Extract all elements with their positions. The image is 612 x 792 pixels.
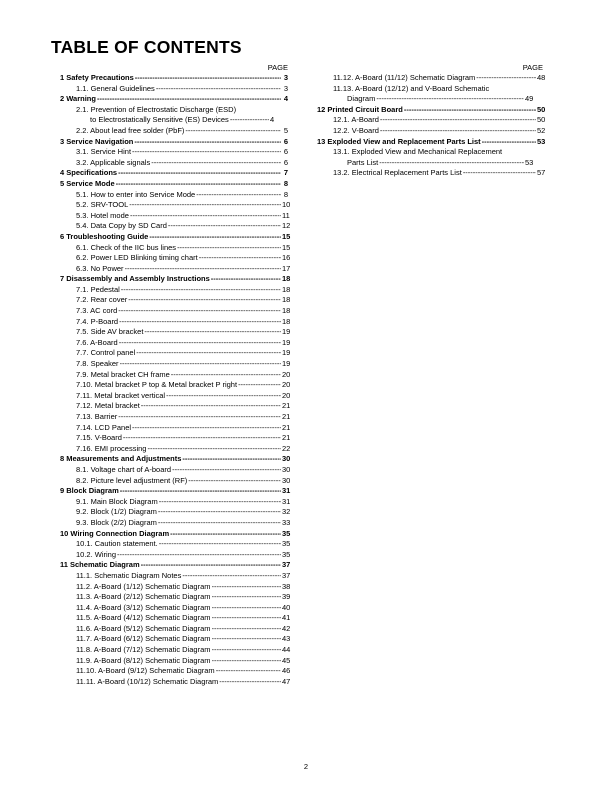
toc-entry-title: 9 Block Diagram <box>60 486 119 496</box>
toc-entry-title: 11.3. A-Board (2/12) Schematic Diagram <box>76 592 211 602</box>
toc-entry-page: 18 <box>282 316 291 326</box>
toc-subsection[interactable] <box>56 84 288 95</box>
toc-entry-title: 11.12. A-Board (11/12) Schematic Diagram <box>333 73 476 82</box>
toc-subsection[interactable] <box>56 190 288 201</box>
dot-leader <box>132 423 281 434</box>
toc-column-left <box>56 62 291 687</box>
toc-entry-title: 7.15. V-Board <box>76 433 122 443</box>
dot-leader <box>463 168 536 179</box>
toc-entry-page: 53 <box>537 136 546 146</box>
toc-subsection[interactable] <box>56 327 291 338</box>
toc-section[interactable] <box>313 136 546 148</box>
toc-entry-title: 7.7. Control panel <box>76 348 136 358</box>
dot-leader <box>120 486 281 497</box>
toc-entry-title: 11.7. A-Board (6/12) Schematic Diagram <box>76 634 211 644</box>
toc-entry-title: 7.12. Metal bracket <box>76 401 140 411</box>
dot-leader <box>166 391 281 402</box>
dot-leader <box>129 200 281 211</box>
dot-leader <box>125 264 281 275</box>
toc-entry-page: 15 <box>282 242 291 252</box>
toc-entry-title-continued: to Electrostatically Sensitive (ES) Devices <box>90 115 229 125</box>
dot-leader <box>144 327 281 338</box>
toc-entry-title: 8.2. Picture level adjustment (RF) <box>76 475 188 485</box>
toc-subsection[interactable] <box>56 200 291 211</box>
toc-section[interactable] <box>56 560 291 571</box>
toc-subsection[interactable] <box>56 401 291 412</box>
toc-entry-page: 47 <box>282 676 291 686</box>
toc-entry-page: 20 <box>282 390 291 400</box>
toc-subsection[interactable] <box>313 73 546 84</box>
toc-entry-title: 6.3. No Power <box>76 263 124 273</box>
toc-entry-title: 11.6. A-Board (5/12) Schematic Diagram <box>76 623 211 633</box>
toc-entry-page: 22 <box>282 443 291 453</box>
dot-leader <box>156 84 281 95</box>
toc-entry-page: 10 <box>282 200 291 210</box>
toc-entry-title: 5 Service Mode <box>60 178 115 188</box>
toc-entry-title: 1 Safety Precautions <box>60 73 134 82</box>
toc-section[interactable] <box>313 104 546 116</box>
toc-entry-title: 4 Specifications <box>60 168 118 178</box>
toc-entry-page: 17 <box>282 263 291 273</box>
dot-leader <box>188 476 281 487</box>
dot-leader <box>119 338 281 349</box>
toc-subsection[interactable] <box>56 570 291 582</box>
toc-subsection[interactable] <box>56 147 288 158</box>
toc-entry-title: 12.2. V-Board <box>333 125 379 135</box>
toc-entry-page: 19 <box>282 327 291 337</box>
toc-entry-page: 30 <box>282 475 291 485</box>
toc-subsection[interactable] <box>56 496 291 508</box>
dot-leader <box>212 645 281 656</box>
document-title: TABLE OF CONTENTS <box>51 37 242 57</box>
toc-subsection[interactable] <box>56 295 291 306</box>
dot-leader <box>230 115 269 126</box>
toc-entry-page: 6 <box>283 157 288 167</box>
toc-entry-title: 7.2. Rear cover <box>76 295 128 305</box>
toc-section[interactable] <box>56 274 291 285</box>
toc-subsection[interactable] <box>56 602 291 614</box>
page-number: 2 <box>303 762 309 771</box>
toc-subsection[interactable] <box>56 676 291 688</box>
toc-subsection[interactable] <box>56 253 291 264</box>
dot-leader <box>476 73 536 84</box>
toc-entry-title: 7.11. Metal bracket vertical <box>76 390 166 400</box>
toc-entry-page: 6 <box>283 136 288 146</box>
toc-entry-page: 57 <box>537 168 546 178</box>
toc-entry-page: 31 <box>282 486 291 496</box>
toc-entry-title: 13 Exploded View and Replacement Parts List <box>317 136 481 146</box>
toc-entry-title: 10 Wiring Connection Diagram <box>60 528 170 538</box>
dot-leader <box>182 571 281 582</box>
dot-leader <box>120 359 281 370</box>
toc-subsection[interactable] <box>56 337 291 349</box>
toc-entry-title: 7.4. P-Board <box>76 316 119 326</box>
toc-subsection[interactable] <box>313 147 543 168</box>
toc-subsection[interactable] <box>56 348 291 359</box>
toc-entry-page: 46 <box>282 666 291 676</box>
dot-leader <box>159 539 281 550</box>
toc-list-right <box>313 73 546 179</box>
dot-leader <box>380 115 536 126</box>
toc-entry-page: 4 <box>283 94 288 104</box>
dot-leader <box>116 179 281 190</box>
toc-section[interactable] <box>56 168 288 179</box>
toc-entry-page: 33 <box>282 517 291 527</box>
dot-leader <box>118 412 281 423</box>
dot-leader <box>158 518 281 529</box>
toc-section[interactable] <box>56 486 291 497</box>
dot-leader <box>171 370 281 381</box>
toc-entry-page: 4 <box>270 115 275 125</box>
dot-leader <box>141 401 281 412</box>
page-column-header: PAGE <box>267 63 288 72</box>
toc-entry-page: 49 <box>525 94 534 104</box>
toc-entry-title: 11.2. A-Board (1/12) Schematic Diagram <box>76 581 211 591</box>
toc-entry-title: 1.1. General Guidelines <box>76 83 155 93</box>
toc-entry-title-continued: Diagram <box>347 94 376 104</box>
dot-leader <box>97 94 281 105</box>
toc-entry-title: 11.13. A-Board (12/12) and V-Board Schematic <box>333 83 490 93</box>
toc-subsection[interactable] <box>56 581 291 593</box>
toc-entry-title: 9.1. Main Block Diagram <box>76 496 158 506</box>
toc-entry-page: 31 <box>282 496 291 506</box>
dot-leader <box>211 274 281 285</box>
dot-leader <box>134 137 281 148</box>
toc-entry-title: 7.9. Metal bracket CH frame <box>76 369 170 379</box>
dot-leader <box>212 592 281 603</box>
dot-leader <box>380 126 536 137</box>
toc-subsection[interactable] <box>56 443 291 455</box>
toc-entry-title: 3 Service Navigation <box>60 136 134 146</box>
toc-subsection[interactable] <box>56 390 291 402</box>
toc-entry-page: 50 <box>537 115 546 125</box>
toc-entry-page: 44 <box>282 645 291 655</box>
dot-leader <box>132 147 281 158</box>
toc-entry-title: 11.5. A-Board (4/12) Schematic Diagram <box>76 613 211 623</box>
toc-subsection[interactable] <box>56 263 291 275</box>
toc-entry-title: 6.2. Power LED Blinking timing chart <box>76 253 198 263</box>
dot-leader <box>158 507 281 518</box>
toc-entry-page: 12 <box>282 221 291 231</box>
toc-entry-title: 5.3. Hotel mode <box>76 210 129 220</box>
toc-subsection[interactable] <box>56 211 288 222</box>
toc-entry-title: 3.2. Applicable signals <box>76 157 151 167</box>
toc-entry-title: 6.1. Check of the IIC bus lines <box>76 242 177 252</box>
toc-entry-page: 18 <box>282 274 291 284</box>
toc-entry-title: 2.1. Prevention of Electrostatic Discharge (ESD) <box>76 104 237 114</box>
dot-leader <box>196 190 281 201</box>
toc-subsection[interactable] <box>56 623 291 635</box>
toc-entry-title: 13.1. Exploded View and Mechanical Replacement <box>333 147 503 157</box>
dot-leader <box>149 232 281 243</box>
toc-entry-page: 6 <box>283 147 288 157</box>
toc-entry-title: 9.3. Block (2/2) Diagram <box>76 517 157 527</box>
toc-entry-page: 21 <box>282 412 291 421</box>
toc-entry-page: 45 <box>282 655 291 665</box>
toc-subsection[interactable] <box>56 507 291 518</box>
toc-section[interactable] <box>56 179 288 190</box>
toc-subsection[interactable] <box>56 655 291 667</box>
toc-entry-page: 8 <box>283 189 288 199</box>
dot-leader <box>182 454 281 465</box>
toc-entry-page: 15 <box>282 231 291 241</box>
toc-entry-title: 11.9. A-Board (8/12) Schematic Diagram <box>76 655 211 665</box>
toc-section[interactable] <box>56 73 288 84</box>
dot-leader <box>141 560 281 571</box>
toc-entry-page: 52 <box>537 125 546 135</box>
toc-entry-page: 53 <box>525 157 534 167</box>
toc-entry-page: 18 <box>282 284 291 294</box>
toc-subsection[interactable] <box>56 242 291 254</box>
toc-entry-title: 10.1. Caution statement. <box>76 539 158 549</box>
toc-entry-title: 7.1. Pedestal <box>76 284 120 294</box>
toc-entry-title: 7.10. Metal bracket P top & Metal bracket P right <box>76 380 238 390</box>
toc-subsection[interactable] <box>313 115 546 126</box>
dot-leader <box>379 158 524 169</box>
toc-subsection[interactable] <box>56 464 291 476</box>
toc-subsection[interactable] <box>56 412 291 423</box>
toc-entry-title: 10.2. Wiring <box>76 549 117 559</box>
toc-subsection[interactable] <box>56 284 291 296</box>
toc-entry-title: 5.1. How to enter into Service Mode <box>76 189 196 199</box>
toc-subsection[interactable] <box>56 221 291 232</box>
toc-subsection[interactable] <box>56 517 291 529</box>
toc-entry-title: 11.4. A-Board (3/12) Schematic Diagram <box>76 602 211 612</box>
dot-leader <box>121 285 281 296</box>
toc-entry-title: 5.2. SRV-TOOL <box>76 200 129 210</box>
dot-leader <box>168 221 281 232</box>
toc-section[interactable] <box>56 231 291 243</box>
toc-entry-page: 35 <box>282 539 291 549</box>
toc-entry-title: 11.11. A-Board (10/12) Schematic Diagram <box>76 676 219 686</box>
toc-entry-title: 2.2. About lead free solder (PbF) <box>76 125 185 135</box>
toc-entry-title: 5.4. Data Copy by SD Card <box>76 221 167 231</box>
dot-leader <box>118 168 281 179</box>
dot-leader <box>238 380 281 391</box>
dot-leader <box>172 465 281 476</box>
toc-entry-title: 13.2. Electrical Replacement Parts List <box>333 168 462 178</box>
toc-entry-page: 38 <box>282 581 291 591</box>
toc-entry-title: 9.2. Block (1/2) Diagram <box>76 507 157 517</box>
toc-entry-title-continued: Parts List <box>347 157 379 167</box>
toc-entry-page: 30 <box>282 454 291 464</box>
toc-entry-title: 8 Measurements and Adjustments <box>60 454 182 464</box>
toc-subsection[interactable] <box>56 433 291 444</box>
toc-entry-title: 6 Troubleshooting Guide <box>60 231 149 241</box>
toc-subsection[interactable] <box>56 613 291 624</box>
dot-leader <box>119 317 281 328</box>
toc-entry-title: 7.13. Barrier <box>76 412 118 421</box>
toc-entry-page: 43 <box>282 634 291 644</box>
toc-entry-page: 8 <box>283 178 288 188</box>
toc-entry-title: 11 Schematic Diagram <box>60 560 140 570</box>
dot-leader <box>199 253 281 264</box>
dot-leader <box>118 306 281 317</box>
toc-entry-page: 7 <box>283 168 288 178</box>
dot-leader <box>216 666 281 677</box>
toc-entry-page: 11 <box>282 210 290 220</box>
toc-subsection[interactable] <box>56 380 291 391</box>
toc-entry-page: 3 <box>283 73 288 82</box>
toc-entry-title: 11.10. A-Board (9/12) Schematic Diagram <box>76 666 215 676</box>
toc-entry-page: 21 <box>282 422 291 432</box>
toc-entry-title: 7.5. Side AV bracket <box>76 327 144 337</box>
toc-subsection[interactable] <box>313 125 546 137</box>
toc-entry-title: 7 Disassembly and Assembly Instructions <box>60 274 210 284</box>
toc-section[interactable] <box>56 454 291 465</box>
page-column-header: PAGE <box>522 63 543 72</box>
toc-entry-page: 5 <box>283 125 288 135</box>
toc-subsection[interactable] <box>56 592 291 603</box>
toc-entry-page: 35 <box>282 528 291 538</box>
toc-subsection[interactable] <box>56 359 291 370</box>
dot-leader <box>482 137 536 148</box>
dot-leader <box>212 656 281 667</box>
toc-entry-page: 41 <box>282 613 291 623</box>
toc-entry-title: 7.14. LCD Panel <box>76 422 132 432</box>
toc-subsection[interactable] <box>56 666 291 677</box>
dot-leader <box>130 211 281 222</box>
toc-entry-page: 21 <box>282 401 291 411</box>
toc-subsection[interactable] <box>56 126 288 137</box>
toc-entry-page: 39 <box>282 592 291 602</box>
toc-entry-title: 12.1. A-Board <box>333 115 379 125</box>
toc-subsection[interactable] <box>56 105 288 126</box>
dot-leader <box>212 624 281 635</box>
dot-leader <box>177 243 281 254</box>
toc-entry-title: 7.3. AC cord <box>76 306 118 316</box>
toc-entry-title: 8.1. Voltage chart of A-board <box>76 464 172 474</box>
dot-leader <box>376 94 524 105</box>
toc-entry-page: 18 <box>282 295 291 305</box>
toc-subsection[interactable] <box>56 539 291 550</box>
toc-entry-title: 7.16. EMI processing <box>76 443 147 453</box>
dot-leader <box>212 582 281 593</box>
toc-entry-page: 20 <box>282 380 291 390</box>
toc-list-left <box>56 73 291 687</box>
toc-entry-page: 50 <box>537 104 546 114</box>
dot-leader <box>136 348 281 359</box>
toc-subsection[interactable] <box>56 316 291 328</box>
toc-entry-title: 7.6. A-Board <box>76 337 118 347</box>
dot-leader <box>151 158 281 169</box>
toc-subsection[interactable] <box>56 549 291 561</box>
dot-leader <box>212 613 281 624</box>
toc-entry-page: 35 <box>282 549 291 559</box>
toc-column-right <box>313 62 546 179</box>
toc-subsection[interactable] <box>56 422 291 434</box>
dot-leader <box>170 529 281 540</box>
dot-leader <box>123 433 281 444</box>
toc-subsection[interactable] <box>56 306 291 317</box>
toc-subsection[interactable] <box>56 475 291 487</box>
dot-leader <box>117 550 281 561</box>
toc-entry-page: 19 <box>282 348 291 358</box>
dot-leader <box>135 73 281 84</box>
toc-section[interactable] <box>56 137 288 148</box>
toc-entry-title: 7.8. Speaker <box>76 359 119 369</box>
toc-entry-page: 40 <box>282 602 291 612</box>
toc-subsection[interactable] <box>313 84 543 105</box>
toc-entry-title: 11.8. A-Board (7/12) Schematic Diagram <box>76 645 211 655</box>
dot-leader <box>159 497 281 508</box>
toc-entry-page: 37 <box>282 570 291 580</box>
toc-entry-page: 21 <box>282 433 291 443</box>
toc-subsection[interactable] <box>56 645 291 656</box>
dot-leader <box>212 603 281 614</box>
toc-entry-page: 48 <box>537 73 546 82</box>
toc-subsection[interactable] <box>56 369 291 381</box>
toc-entry-title: 11.1. Schematic Diagram Notes <box>76 570 182 580</box>
toc-entry-page: 18 <box>282 306 291 316</box>
toc-subsection[interactable] <box>56 634 291 645</box>
toc-entry-page: 19 <box>282 337 291 347</box>
dot-leader <box>404 105 536 116</box>
toc-entry-page: 3 <box>283 83 288 93</box>
dot-leader <box>219 677 281 688</box>
toc-entry-page: 42 <box>282 623 291 633</box>
toc-entry-page: 20 <box>282 369 291 379</box>
toc-section[interactable] <box>56 528 291 540</box>
dot-leader <box>212 634 281 645</box>
dot-leader <box>128 295 281 306</box>
toc-entry-page: 37 <box>282 560 291 570</box>
dot-leader <box>185 126 281 137</box>
toc-entry-page: 32 <box>282 507 291 517</box>
toc-subsection[interactable] <box>56 158 288 169</box>
toc-entry-title: 12 Printed Circuit Board <box>317 104 403 114</box>
toc-entry-page: 19 <box>282 359 291 369</box>
toc-entry-page: 30 <box>282 464 291 474</box>
toc-subsection[interactable] <box>313 168 546 179</box>
toc-entry-page: 16 <box>282 253 291 263</box>
toc-entry-title: 3.1. Service Hint <box>76 147 132 157</box>
toc-section[interactable] <box>56 94 288 105</box>
toc-entry-title: 2 Warning <box>60 94 96 104</box>
dot-leader <box>147 444 281 455</box>
